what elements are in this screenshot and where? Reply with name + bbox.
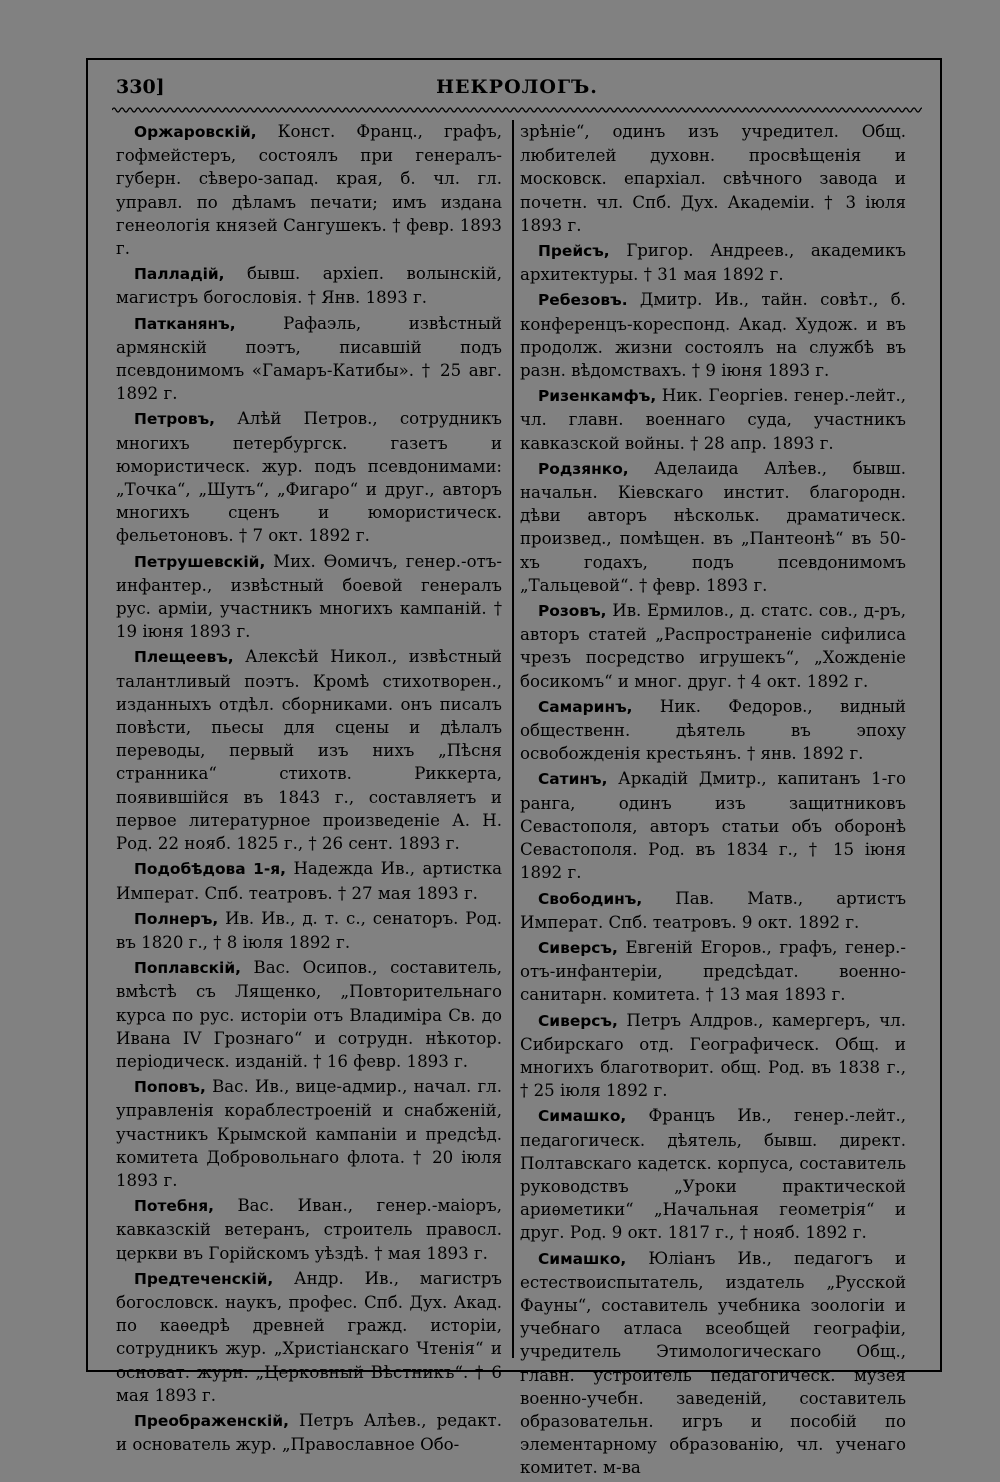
entry-text: Ив. Ермилов., д. статс. сов., д-ръ, авторъ статей „Распространеніе сифилиса чрезъ посредство игрушекъ“, „Хожденіе босикомъ“ и мног. друг. † 4 окт. 1892 г. (520, 601, 906, 691)
necrology-entry (520, 887, 906, 934)
column-divider (512, 120, 514, 1358)
entry-name: Патканянъ, (134, 314, 236, 333)
necrology-entry (520, 1104, 906, 1244)
entry-name: Сиверсъ, (538, 1011, 618, 1030)
entry-text: Евгеній Егоров., графъ, генер.-отъ-инфантеріи, предсѣдат. военно-санитарн. комитета. † 13 мая 1893 г. (520, 937, 906, 1005)
necrology-entry (116, 1075, 502, 1192)
necrology-entry (116, 1194, 502, 1265)
necrology-entry (520, 767, 906, 884)
entry-text: Мих. Ѳомичъ, генер.-отъ-инфантер., извѣстный боевой генералъ рус. арміи, участникъ многихъ кампаній. † 19 іюня 1893 г. (116, 551, 502, 642)
entry-text: Алѣй Петров., сотрудникъ многихъ петербургск. газетъ и юмористическ. жур. подъ псевдонимами: „Точка“, „Шутъ“, „Фигаро“ и друг., авторъ многихъ сценъ и юмористическ. фельетоновъ. † 7 окт. 1892 г. (116, 409, 502, 546)
necrology-entry (520, 695, 906, 766)
necrology-entry (520, 599, 906, 693)
entry-text: бывш. архіеп. волынскій, магистръ богословія. † Янв. 1893 г. (116, 264, 502, 308)
entry-name: Сиверсъ, (538, 938, 618, 957)
necrology-entry (520, 457, 906, 597)
entry-text: Андр. Ив., магистръ богословск. наукъ, профес. Спб. Дух. Акад. по каѳедрѣ древней гражд. исторіи, сотрудникъ жур. „Христіанскаго Чтенія“ и основат. журн. „Церковный Вѣстникъ“. † 6 мая 1893 г. (116, 1268, 502, 1405)
necrology-entry (520, 1009, 906, 1103)
entry-name: Петровъ, (134, 410, 215, 429)
running-title: НЕКРОЛОГЪ. (436, 76, 598, 98)
entry-name: Ребезовъ. (538, 291, 628, 310)
entry-name: Родзянко, (538, 459, 629, 478)
necrology-entry (116, 550, 502, 644)
entry-name: Преображенскій, (134, 1411, 289, 1430)
necrology-entry (520, 239, 906, 286)
necrology-entry (520, 1247, 906, 1480)
entry-name: Подобѣдова 1-я, (134, 860, 287, 879)
entry-name: Палладій, (134, 265, 225, 284)
entry-name: Симашко, (538, 1107, 627, 1126)
necrology-entry (116, 312, 502, 406)
right-column (520, 120, 906, 1482)
entry-text: Аделаида Алѣев., бывш. начальн. Кіевскаго инстит. благородн. дѣви авторъ нѣскольк. драматическ. произвед., помѣщен. въ „Пантеонѣ“ въ 50-хъ годахъ, подъ псевдонимомъ „Тальцевой“. † февр. 1893 г. (520, 458, 906, 595)
left-column (116, 120, 502, 1458)
entry-name: Сатинъ, (538, 770, 608, 789)
entry-text: Алексѣй Никол., извѣстный талантливый поэтъ. Кромѣ стихотворен., изданныхъ отдѣл. сборниками. онъ писалъ повѣсти, пьесы для сцены и дѣлалъ переводы, первый изъ нихъ „Пѣсня странника“ стихотв. Риккерта, появившійся въ 1843 г., составляетъ и первое литературное произведеніе А. Н. Род. 22 нояб. 1825 г., † 26 сент. 1893 г. (116, 647, 502, 854)
entry-text: Ник. Георгіев. генер.-лейт., чл. главн. военнаго суда, участникъ кавказской войны. † 28 апр. 1893 г. (520, 386, 906, 453)
entry-name: Плещеевъ, (134, 648, 234, 667)
necrology-entry (116, 907, 502, 954)
necrology-entry (520, 936, 906, 1007)
entry-text: Юліанъ Ив., педагогъ и естествоиспытатель, издатель „Русской Фауны“, составитель учебника зоологіи и учебнаго атласа всеобщей географіи, учредитель Этимологическаго Общ., главн. устроитель педагогическ. музея военно-учебн. заведеній, составитель образовательн. игръ и пособій по элементарному образованію, чл. ученаго комитет. м-ва (520, 1248, 906, 1478)
entry-name: Предтеченскій, (134, 1269, 274, 1288)
entry-name: Потебня, (134, 1197, 214, 1216)
necrology-entry (116, 857, 502, 904)
entry-text: Рафаэль, извѣстный армянскій поэтъ, писавшій подъ псевдонимомъ «Гамаръ-Катибы». † 25 авг. 1892 г. (116, 313, 502, 404)
entry-name: Ризенкамфъ, (538, 387, 657, 406)
entry-name: Поповъ, (134, 1078, 206, 1097)
necrology-entry (116, 262, 502, 309)
entry-name: Свободинъ, (538, 889, 643, 908)
entry-text: Петръ Алѣев., редакт. и основатель жур. „Православное Обо- (116, 1410, 502, 1455)
entry-text: Аркадій Дмитр., капитанъ 1-го ранга, одинъ изъ защитниковъ Севастополя, авторъ статьи объ оборонѣ Севастополя. Род. въ 1834 г., † 15 іюня 1892 г. (520, 769, 906, 883)
entry-text: Надежда Ив., артистка Императ. Спб. театровъ. † 27 мая 1893 г. (116, 859, 502, 903)
entry-text: Ив. Ив., д. т. с., сенаторъ. Род. въ 1820 г., † 8 іюля 1892 г. (116, 908, 502, 952)
entry-text: Петръ Алдров., камергеръ, чл. Сибирскаго отд. Географическ. Общ. и многихъ благотворит. общ. Род. въ 1838 г., † 25 іюля 1892 г. (520, 1010, 906, 1101)
necrology-entry (116, 1409, 502, 1456)
necrology-entry (116, 120, 502, 260)
entry-text: Конст. Франц., графъ, гофмейстеръ, состоялъ при генералъ-губерн. сѣверо-запад. края, б. чл. гл. управл. по дѣламъ печати; имъ издана генеологія князей Сангушекъ. † февр. 1893 г. (116, 122, 502, 259)
necrology-entry (116, 1267, 502, 1407)
entry-text: Ник. Федоров., видный общественн. дѣятель въ эпоху освобожденія крестьянъ. † янв. 1892 г. (520, 696, 906, 764)
entry-text: Вас. Иван., генер.-маіоръ, кавказскій ветеранъ, строитель правосл. церкви въ Горійскомъ уѣздѣ. † мая 1893 г. (116, 1196, 502, 1263)
entry-name: Прейсъ, (538, 242, 610, 261)
necrology-entry (116, 956, 502, 1073)
entry-name: Оржаровскій, (134, 123, 257, 141)
wavy-rule (112, 103, 922, 117)
entry-text: Григор. Андреев., академикъ архитектуры. † 31 мая 1892 г. (520, 241, 906, 285)
entry-text: Францъ Ив., генер.-лейт., педагогическ. дѣятель, бывш. директ. Полтавскаго кадетск. корпуса, составитель руководствъ „Уроки практической ариѳметики“ „Начальная геометрія“ и друг. Род. 9 окт. 1817 г., † нояб. 1892 г. (520, 1106, 906, 1243)
page-number: 330] (116, 76, 165, 98)
necrology-entry (520, 120, 906, 237)
necrology-entry (520, 288, 906, 382)
entry-name: Симашко, (538, 1249, 627, 1268)
entry-text: Вас. Осипов., составитель, вмѣстѣ съ Лященко, „Повторительнаго курса по рус. исторіи отъ Владиміра Св. до Ивана IV Грознаго“ и сотрудн. нѣкотор. періодическ. изданій. † 16 февр. 1893 г. (116, 958, 502, 1071)
entry-name: Самаринъ, (538, 697, 633, 716)
entry-name: Петрушевскій, (134, 552, 266, 571)
entry-text: Вас. Ив., вице-адмир., начал. гл. управленія кораблестроеній и снабженій, участникъ Крымской кампаніи и предсѣд. комитета Добровольнаго флота. † 20 іюля 1893 г. (116, 1077, 502, 1190)
necrology-entry (520, 384, 906, 455)
entry-text: зрѣніе“, одинъ изъ учредител. Общ. любителей духовн. просвѣщенія и московск. епархіал. свѣчного завода и почетн. чл. Спб. Дух. Академіи. † 3 іюля 1893 г. (520, 122, 906, 235)
entry-name: Розовъ, (538, 602, 607, 621)
entry-name: Поплавскій, (134, 959, 241, 978)
necrology-entry (116, 645, 502, 855)
entry-text: Дмитр. Ив., тайн. совѣт., б. конференцъ-кореспонд. Акад. Худож. и въ продолж. жизни состоялъ на службѣ въ разн. вѣдомствахъ. † 9 іюня 1893 г. (520, 290, 906, 381)
necrology-entry (116, 407, 502, 547)
entry-name: Полнеръ, (134, 909, 219, 928)
entry-text: Пав. Матв., артистъ Императ. Спб. театровъ. 9 окт. 1892 г. (520, 888, 906, 932)
